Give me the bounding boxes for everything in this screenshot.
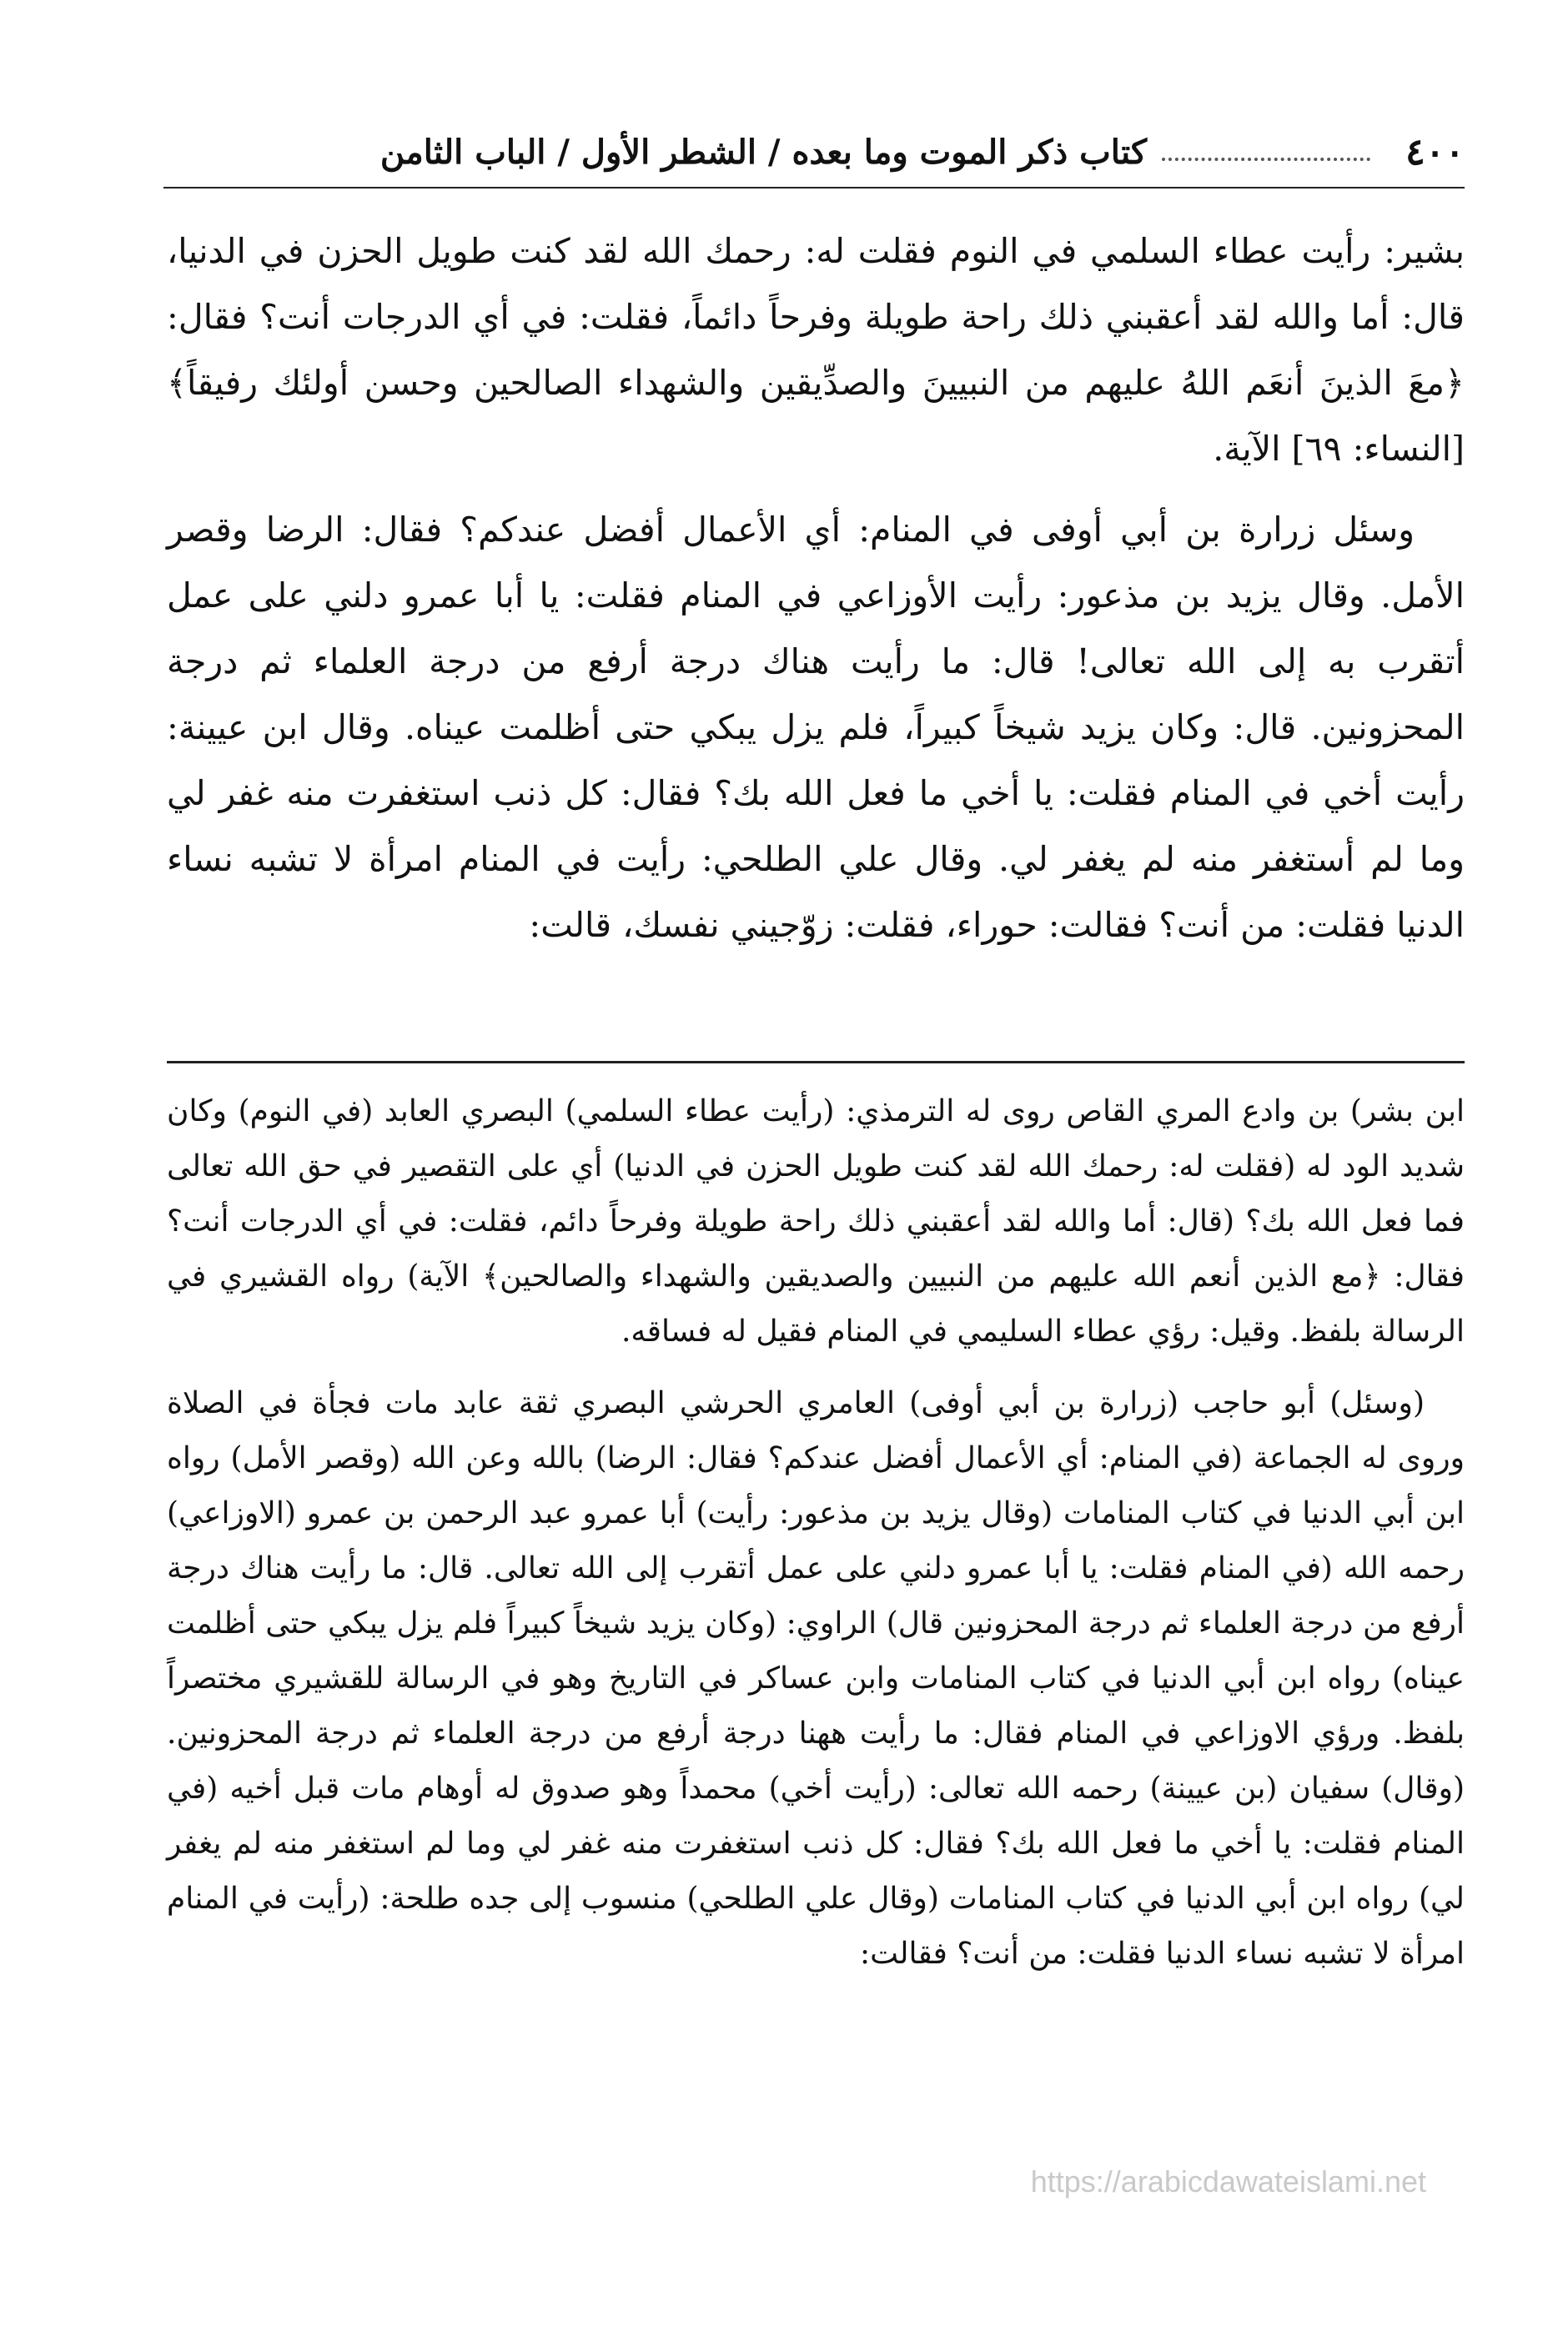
dotted-leader: [1162, 158, 1370, 161]
commentary-text: [167, 1084, 1465, 1998]
commentary-paragraph: ابن بشر) بن وادع المري القاص روى له الترمذي: (رأيت عطاء السلمي) البصري العابد (في النوم) وكان شديد الود له (فقلت له: رحمك الله لقد كنت طويل الحزن في الدنيا) أي على التقصير في حق الله تعالى فما فعل الله بك؟ (قال: أما والله لقد أعقبني ذلك راحة طويلة وفرحاً دائم، فقلت: في أي الدرجات أنت؟ فقال: ﴿مع الذين أنعم الله عليهم من النبيين والصديقين والشهداء والصالحين﴾ الآية) رواه القشيري في الرسالة بلفظ. وقيل: رؤي عطاء السليمي في المنام فقيل له فساقه.: [167, 1094, 1465, 1349]
watermark-url: https://arabicdawateislami.net: [1030, 2164, 1426, 2199]
page-header: [163, 117, 1465, 188]
main-paragraph: وسئل زرارة بن أبي أوفى في المنام: أي الأعمال أفضل عندكم؟ فقال: الرضا وقصر الأمل. وقال يزيد بن مذعور: رأيت الأوزاعي في المنام فقلت: يا أبا عمرو دلني على عمل أتقرب به إلى الله تعالى! قال: ما رأيت هناك درجة أرفع من درجة العلماء ثم درجة المحزونين. قال: وكان يزيد شيخاً كبيراً، فلم يزل يبكي حتى أظلمت عيناه. وقال ابن عيينة: رأيت أخي في المنام فقلت: يا أخي ما فعل الله بك؟ فقال: كل ذنب استغفرت منه غفر لي وما لم أستغفر منه لم يغفر لي. وقال علي الطلحي: رأيت في المنام امرأة لا تشبه نساء الدنيا فقلت: من أنت؟ فقالت: حوراء، فقلت: زوّجيني نفسك، قالت:: [167, 510, 1465, 945]
commentary-paragraph: (وسئل) أبو حاجب (زرارة بن أبي أوفى) العامري الحرشي البصري ثقة عابد مات فجأة في الصلاة وروى له الجماعة (في المنام: أي الأعمال أفضل عندكم؟ فقال: الرضا) بالله وعن الله (وقصر الأمل) رواه ابن أبي الدنيا في كتاب المنامات (وقال يزيد بن مذعور: رأيت) أبا عمرو عبد الرحمن بن عمرو (الاوزاعي) رحمه الله (في المنام فقلت: يا أبا عمرو دلني على عمل أتقرب إلى الله تعالى. قال: ما رأيت هناك درجة أرفع من درجة العلماء ثم درجة المحزونين قال) الراوي: (وكان يزيد شيخاً كبيراً فلم يزل يبكي حتى أظلمت عيناه) رواه ابن أبي الدنيا في كتاب المنامات وابن عساكر في التاريخ وهو في الرسالة للقشيري مختصراً بلفظ. ورؤي الاوزاعي في المنام فقال: ما رأيت ههنا درجة أرفع من درجة العلماء ثم درجة المحزونين. (وقال) سفيان (بن عيينة) رحمه الله تعالى: (رأيت أخي) محمداً وهو صدوق له أوهام مات قبل أخيه (في المنام فقلت: يا أخي ما فعل الله بك؟ فقال: كل ذنب استغفرت منه غفر لي وما لم استغفر منه لم يغفر لي) رواه ابن أبي الدنيا في كتاب المنامات (وقال علي الطلحي) منسوب إلى جده طلحة: (رأيت في المنام امرأة لا تشبه نساء الدنيا فقلت: من أنت؟ فقالت:: [167, 1386, 1465, 1971]
running-title: كتاب ذكر الموت وما بعده / الشطر الأول / الباب الثامن: [379, 132, 1148, 172]
page-number: ٤٠٠: [1405, 130, 1465, 173]
main-paragraph: بشير: رأيت عطاء السلمي في النوم فقلت له: رحمك الله لقد كنت طويل الحزن في الدنيا، قال: أما والله لقد أعقبني ذلك راحة طويلة وفرحاً دائماً، فقلت: في أي الدرجات أنت؟ فقال: ﴿معَ الذينَ أنعَم اللهُ عليهم من النبيينَ والصدِّيقين والشهداء الصالحين وحسن أولئك رفيقاً﴾ [النساء: ٦٩] الآية.: [167, 231, 1465, 469]
main-text: [167, 219, 1465, 973]
footnote-separator: [167, 1061, 1465, 1063]
